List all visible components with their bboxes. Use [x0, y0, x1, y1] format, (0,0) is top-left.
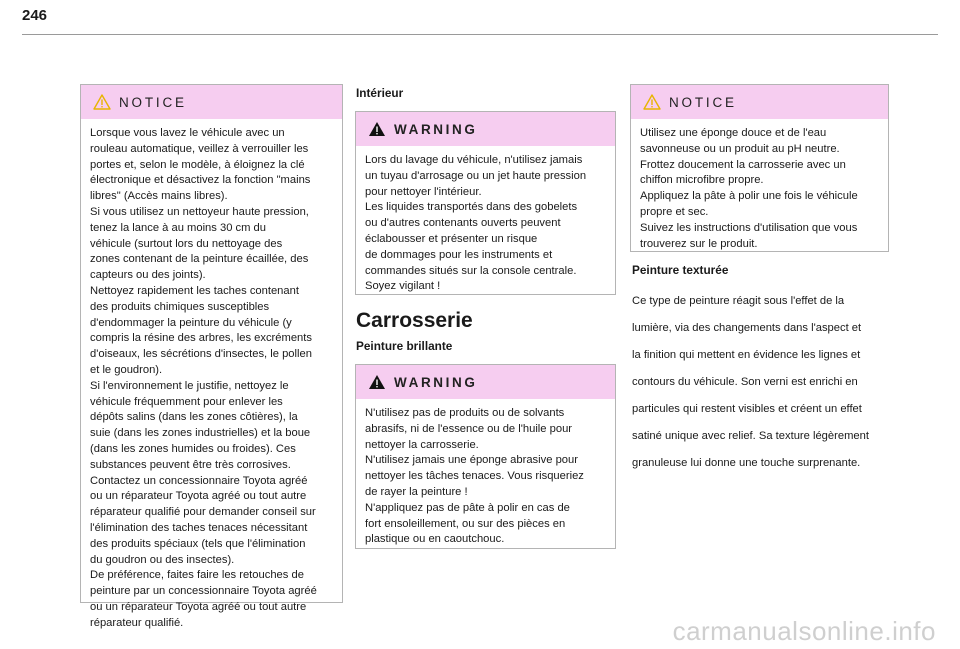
text-line: N'utilisez pas de produits ou de solvants	[365, 407, 565, 419]
section-title-carrosserie: Carrosserie	[356, 309, 473, 332]
warning-body	[356, 146, 615, 303]
text-line: trouverez sur le produit.	[640, 237, 758, 250]
text-line: propre et sec.	[640, 205, 709, 218]
text-line: Si l'environnement le justifie, nettoyez le	[90, 379, 289, 392]
text-line: Lorsque vous lavez le véhicule avec un	[90, 127, 285, 139]
text-line: portes et, selon le modèle, à éloignez la clé	[90, 158, 305, 171]
text-line: de rayer la peinture !	[365, 485, 468, 498]
text-line: contours du véhicule. Son verni est enrichi en	[632, 376, 858, 389]
text-line: réparateur qualifié.	[90, 616, 184, 629]
text-line: électronique et désactivez la fonction "mains	[90, 174, 311, 187]
caution-triangle-icon	[93, 94, 111, 110]
text-line: zones contenant de la peinture écaillée, des	[90, 253, 309, 266]
warning-triangle-icon	[368, 374, 386, 390]
text-line: savonneuse ou un produit au pH neutre.	[640, 142, 840, 155]
text-line: de dommages pour les instruments et	[365, 248, 553, 261]
text-line: la finition qui mettent en évidence les lignes et	[632, 349, 861, 362]
text-line: ou un réparateur Toyota agréé ou tout autre	[90, 490, 307, 503]
text-line: satiné unique avec relief. Sa texture légèrement	[632, 430, 869, 443]
caution-triangle-icon	[643, 94, 661, 110]
text-line: nettoyer la carrosserie.	[365, 438, 479, 451]
text-line: granuleuse lui donne une touche surprenante.	[632, 457, 861, 470]
text-line: N'appliquez pas de pâte à polir en cas de	[365, 501, 570, 514]
text-line: pour nettoyer l'intérieur.	[365, 185, 482, 198]
text-line: N'utilisez jamais une éponge abrasive pour	[365, 454, 578, 467]
text-line: substances peuvent être très corrosives.	[90, 458, 291, 471]
text-line: des produits spéciaux (tels que l'élimination	[90, 537, 306, 550]
text-line: capteurs ou des joints).	[90, 269, 206, 282]
text-line: lumière, via des changements dans l'aspect et	[632, 322, 862, 335]
text-line: De préférence, faites faire les retouches de	[90, 569, 304, 582]
page-number: 246	[22, 7, 48, 24]
text-line: dépôts salins (dans les zones côtières), la	[90, 411, 298, 424]
textured-paint-heading: Peinture texturée	[632, 263, 729, 277]
text-line: Suivez les instructions d'utilisation que vous	[640, 221, 858, 234]
warning-title: WARNING	[394, 374, 478, 390]
text-line: nettoyer les tâches tenaces. Vous risqueriez	[365, 470, 584, 483]
text-line: Nettoyez rapidement les taches contenant	[90, 284, 299, 297]
text-line: d'endommager la peinture du véhicule (y	[90, 316, 292, 329]
notice-title: NOTICE	[669, 94, 737, 110]
text-line: et le goudron).	[90, 363, 163, 376]
text-line: rouleau automatique, veillez à verrouiller les	[90, 142, 309, 155]
notice-body	[81, 119, 342, 640]
text-line: peinture par un concessionnaire Toyota agréé	[90, 585, 317, 598]
text-line: particules qui restent visibles et créent un effet	[632, 403, 862, 416]
text-line: fort ensoleillement, ou sur des pièces en	[365, 517, 566, 530]
text-line: ou un réparateur Toyota agréé ou tout autre	[90, 600, 307, 613]
warning-triangle-icon	[368, 121, 386, 137]
text-line: chiffon microfibre propre.	[640, 174, 764, 187]
text-line: commandes situés sur la console centrale.	[365, 264, 577, 277]
notice-box-left	[80, 84, 343, 629]
notice-header	[631, 85, 888, 119]
text-line: Si vous utilisez un nettoyeur haute pression,	[90, 205, 309, 218]
text-line: ou d'autres contenants ouverts peuvent	[365, 217, 561, 230]
watermark: carmanualsonline.info	[672, 616, 936, 646]
text-line: d'oiseaux, les sécrétions d'insectes, le pollen	[90, 348, 312, 361]
notice-body	[631, 119, 888, 260]
text-line: abrasifs, ni de l'essence ou de l'huile pour	[365, 422, 573, 435]
text-line: compris la résine des arbres, les excréments	[90, 332, 312, 345]
text-line: (dans les zones humides ou froides). Ces	[90, 442, 296, 455]
warning-box-bodywork	[355, 364, 616, 549]
header-divider	[22, 34, 938, 35]
text-line: Lors du lavage du véhicule, n'utilisez jamais	[365, 154, 583, 166]
interior-heading: Intérieur	[356, 86, 404, 100]
warning-title: WARNING	[394, 121, 478, 137]
glossy-paint-heading: Peinture brillante	[356, 339, 453, 353]
notice-header	[81, 85, 342, 119]
text-line: suie (dans les zones industrielles) et la boue	[90, 427, 311, 440]
text-line: du goudron ou des insectes).	[90, 553, 235, 566]
text-line: véhicule (surtout lors du nettoyage des	[90, 237, 283, 250]
text-line: l'élimination des taches tenaces nécessitant	[90, 521, 308, 534]
textured-paint-text	[632, 283, 892, 483]
text-line: plastique ou en caoutchouc.	[365, 533, 505, 546]
text-line: réparateur qualifié pour demander conseil sur	[90, 506, 316, 519]
text-line: des produits chimiques susceptibles	[90, 300, 270, 313]
text-line: véhicule fréquemment pour enlever les	[90, 395, 283, 408]
warning-header	[356, 365, 615, 399]
text-line: Les liquides transportés dans des gobelets	[365, 201, 578, 214]
text-line: Ce type de peinture réagit sous l'effet de la	[632, 295, 845, 308]
warning-box-interior	[355, 111, 616, 295]
text-line: éclabousser et présenter un risque	[365, 232, 538, 245]
notice-box-right	[630, 84, 889, 252]
text-line: libres" (Accès mains libres).	[90, 190, 228, 203]
text-line: Contactez un concessionnaire Toyota agréé	[90, 474, 308, 487]
text-line: Frottez doucement la carrosserie avec un	[640, 158, 846, 171]
warning-body	[356, 399, 615, 556]
text-line: tenez la lance à au moins 30 cm du	[90, 221, 266, 234]
text-line: Soyez vigilant !	[365, 280, 441, 293]
notice-title: NOTICE	[119, 94, 187, 110]
text-line: Utilisez une éponge douce et de l'eau	[640, 127, 827, 139]
text-line: un tuyau d'arrosage ou un jet haute pression	[365, 169, 587, 182]
warning-header	[356, 112, 615, 146]
text-line: Appliquez la pâte à polir une fois le véhicule	[640, 190, 858, 203]
